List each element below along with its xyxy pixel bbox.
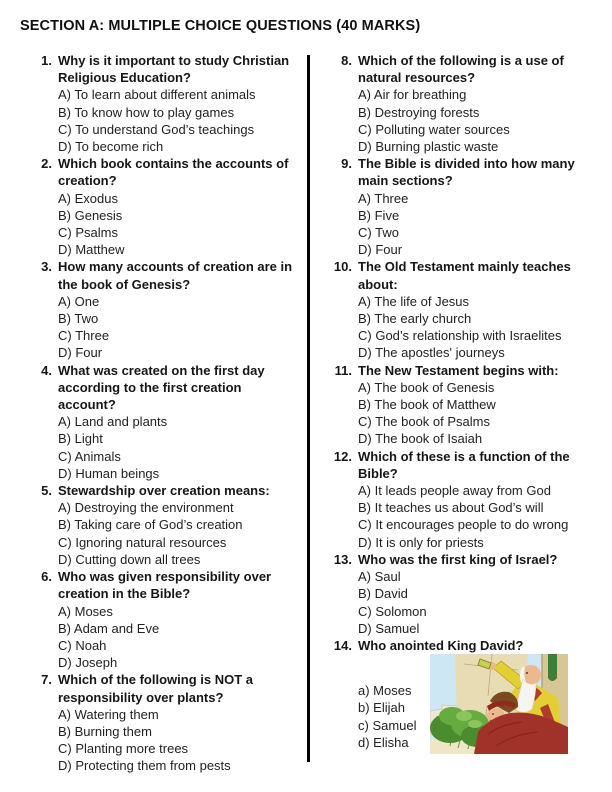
- option-item: C) Animals: [58, 448, 121, 464]
- option-item: A) To learn about different animals: [58, 87, 256, 103]
- question-item: [30, 155, 298, 258]
- option-item: B) Taking care of God’s creation: [58, 517, 243, 533]
- column-divider: [307, 55, 310, 762]
- option-item: D) It is only for priests: [358, 534, 484, 550]
- option-item: B) Destroying forests: [358, 104, 480, 120]
- question-text: Who was given responsibility over creation in the Bible?: [58, 569, 272, 602]
- option-item: C) Psalms: [58, 225, 118, 241]
- anointing-illustration-image: [430, 654, 568, 754]
- question-item: [330, 258, 596, 361]
- option-item: C) God’s relationship with Israelites: [358, 328, 562, 344]
- question-number: 9.: [341, 156, 352, 172]
- question-number: 3.: [41, 259, 52, 275]
- option-item: D) The book of Isaiah: [358, 431, 483, 447]
- question-head: [30, 568, 298, 602]
- question-item: [330, 362, 596, 448]
- question-item: [330, 448, 596, 551]
- option-item: D) Cutting down all trees: [58, 551, 201, 567]
- option-item: B) David: [358, 586, 408, 602]
- option-item: A) Air for breathing: [358, 87, 467, 103]
- question-text: How many accounts of creation are in the book of Genesis?: [58, 259, 293, 292]
- question-number: 11.: [334, 362, 352, 378]
- right-column: [330, 52, 596, 754]
- option-item: A) Land and plants: [58, 414, 168, 430]
- question-text: The Bible is divided into how many main sections?: [358, 156, 575, 189]
- option-item: B) Light: [58, 431, 103, 447]
- question-text: Which of the following is a use of natural resources?: [358, 53, 564, 86]
- question-head: [330, 551, 596, 568]
- question-head: [30, 362, 298, 414]
- option-item: B) Genesis: [58, 207, 123, 223]
- option-item: C) Polluting water sources: [358, 121, 510, 137]
- question-text: Who was the first king of Israel?: [358, 551, 558, 567]
- option-item: C) The book of Psalms: [358, 414, 490, 430]
- question-item: [30, 362, 298, 482]
- question-head: [30, 482, 298, 499]
- option-item: C) Two: [358, 225, 399, 241]
- option-item: A) The book of Genesis: [358, 379, 495, 395]
- option-item: D) Protecting them from pests: [58, 758, 231, 774]
- question-head: [30, 155, 298, 189]
- question-text: Which of these is a function of the Bible?: [358, 448, 570, 481]
- option-item: D) Four: [58, 345, 103, 361]
- question-options: [358, 682, 430, 751]
- option-item: C) Noah: [58, 637, 107, 653]
- option-item: B) Burning them: [58, 723, 152, 739]
- question-number: 12.: [333, 448, 352, 464]
- question-item: [330, 551, 596, 637]
- option-item: C) Ignoring natural resources: [58, 534, 227, 550]
- option-item: D) Joseph: [58, 655, 118, 671]
- option-item: d) Elisha: [358, 734, 409, 750]
- question-text: The Old Testament mainly teaches about:: [358, 259, 571, 292]
- question-number: 10.: [333, 259, 352, 275]
- question-head: [330, 448, 596, 482]
- option-item: A) Watering them: [58, 706, 159, 722]
- question-text: Who anointed King David?: [358, 637, 524, 653]
- option-item: c) Samuel: [358, 717, 417, 733]
- question-head: [330, 637, 596, 654]
- question-head: [30, 258, 298, 292]
- question-item: [30, 568, 298, 671]
- question-text: What was created on the first day according to the first creation account?: [58, 362, 265, 413]
- question-number: 2.: [41, 156, 52, 172]
- left-column: [30, 52, 298, 775]
- question-number: 5.: [41, 483, 52, 499]
- question-text: Stewardship over creation means:: [58, 483, 270, 499]
- question-item: [30, 52, 298, 155]
- option-item: D) Human beings: [58, 465, 160, 481]
- question-head: [330, 155, 596, 189]
- question-number: 14.: [333, 637, 352, 653]
- option-item: A) It leads people away from God: [358, 483, 551, 499]
- option-item: B) Two: [58, 311, 99, 327]
- question-number: 4.: [41, 362, 52, 378]
- option-item: a) Moses: [358, 683, 412, 699]
- question-head: [330, 258, 596, 292]
- question-item: [30, 671, 298, 774]
- question-number: 7.: [41, 672, 52, 688]
- question-number: 8.: [341, 53, 352, 68]
- question-item: [330, 52, 596, 155]
- option-item: B) The book of Matthew: [358, 397, 496, 413]
- option-item: C) To understand God’s teachings: [58, 121, 255, 137]
- option-item: D) To become rich: [58, 139, 164, 155]
- question-text: Which book contains the accounts of creation?: [58, 156, 289, 189]
- option-item: C) Three: [58, 328, 110, 344]
- option-item: B) It teaches us about God’s will: [358, 500, 544, 516]
- question-item: [30, 258, 298, 361]
- question-text: Which of the following is NOT a responsibility over plants?: [58, 672, 253, 705]
- option-item: B) Adam and Eve: [58, 620, 160, 636]
- option-item: C) Planting more trees: [58, 741, 189, 757]
- question-text: Why is it important to study Christian Religious Education?: [58, 53, 290, 86]
- question-number: 6.: [41, 569, 52, 585]
- option-item: B) The early church: [358, 311, 472, 327]
- option-item: C) Solomon: [358, 603, 427, 619]
- question-item: [30, 482, 298, 568]
- question-text: The New Testament begins with:: [358, 362, 559, 378]
- option-item: B) Five: [358, 207, 400, 223]
- option-item: D) Samuel: [358, 620, 420, 636]
- option-item: b) Elijah: [358, 700, 405, 716]
- section-header: SECTION A: MULTIPLE CHOICE QUESTIONS (40 MARKS): [20, 18, 421, 34]
- option-item: C) It encourages people to do wrong: [358, 517, 569, 533]
- option-item: A) Three: [358, 190, 409, 206]
- question-head: [30, 671, 298, 705]
- option-item: A) Destroying the environment: [58, 500, 234, 516]
- option-item: A) Saul: [358, 569, 401, 585]
- option-item: A) One: [58, 293, 100, 309]
- option-item: D) Four: [358, 242, 403, 258]
- question-number: 1.: [41, 53, 52, 68]
- option-item: B) To know how to play games: [58, 104, 235, 120]
- option-item: D) Matthew: [58, 242, 125, 258]
- option-item: D) The apostles' journeys: [358, 345, 505, 361]
- option-item: D) Burning plastic waste: [358, 139, 499, 155]
- question-item: [330, 155, 596, 258]
- option-item: A) Moses: [58, 603, 113, 619]
- option-item: A) The life of Jesus: [358, 293, 470, 309]
- question-head: [330, 362, 596, 379]
- option-item: A) Exodus: [58, 190, 118, 206]
- right-column-questions: [330, 52, 596, 637]
- cactus-shape: [548, 654, 557, 681]
- question-number: 13.: [333, 551, 352, 567]
- question-item-14: [330, 637, 596, 754]
- question-14-body: [330, 654, 596, 754]
- question-head: [330, 52, 596, 86]
- question-head: [30, 52, 298, 86]
